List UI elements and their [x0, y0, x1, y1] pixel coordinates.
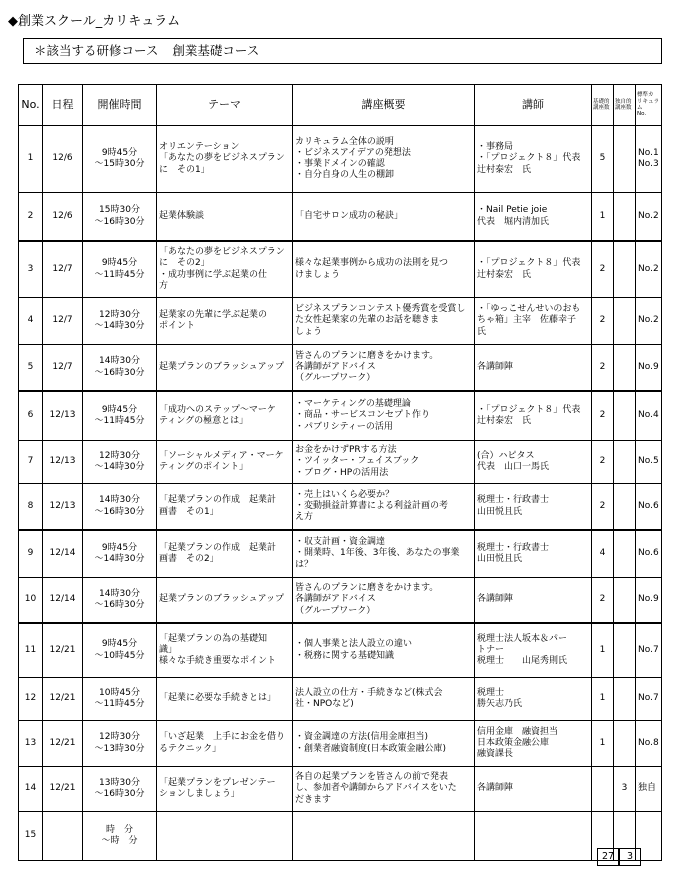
cell-summary: [293, 812, 475, 861]
cell-standard: No.1 No.3: [636, 126, 662, 193]
cell-sessions: 2: [592, 391, 614, 441]
cell-summary: 法人設立の仕方・手続きなど(株式会 社・NPOなど): [293, 678, 475, 721]
cell-date: 12/13: [43, 441, 83, 484]
cell-no: 11: [19, 623, 43, 678]
cell-practical: [614, 345, 636, 392]
cell-standard: No.9: [636, 578, 662, 624]
cell-theme: 「成功へのステップ～マーケ ティングの極意とは」: [157, 391, 293, 441]
cell-time: 時 分 ～時 分: [83, 812, 157, 861]
cell-no: 2: [19, 193, 43, 242]
cell-date: 12/13: [43, 391, 83, 441]
cell-sessions: 2: [592, 484, 614, 531]
cell-time: 9時45分 ～10時45分: [83, 623, 157, 678]
cell-lecturer: ・「プロジェクト８」代表 辻村泰宏 氏: [475, 391, 592, 441]
cell-standard: No.7: [636, 678, 662, 721]
cell-date: 12/7: [43, 298, 83, 345]
cell-sessions: 4: [592, 530, 614, 578]
cell-sessions: 2: [592, 441, 614, 484]
curriculum-table: [18, 84, 662, 861]
course-value: 創業基礎コース: [172, 43, 260, 58]
header-time: 開催時間: [83, 85, 157, 126]
cell-practical: [614, 530, 636, 578]
cell-practical: [614, 678, 636, 721]
cell-date: 12/21: [43, 767, 83, 812]
cell-practical: [614, 484, 636, 531]
cell-summary: ・収支計画・資金調達 ・開業時、1年後、3年後、あなたの事業 は？: [293, 530, 475, 578]
cell-time: 14時30分 ～16時30分: [83, 578, 157, 624]
cell-time: 12時30分 ～14時30分: [83, 298, 157, 345]
cell-practical: [614, 721, 636, 767]
cell-summary: 皆さんのプランに磨きをかけます。 各講師がアドバイス （グループワーク）: [293, 578, 475, 624]
course-box: [23, 38, 662, 64]
cell-lecturer: 税理士・行政書士 山田悦且氏: [475, 484, 592, 531]
cell-date: 12/6: [43, 193, 83, 242]
cell-date: 12/7: [43, 345, 83, 392]
cell-theme: [157, 812, 293, 861]
cell-time: 14時30分 ～16時30分: [83, 345, 157, 392]
header-summary: 講座概要: [293, 85, 475, 126]
cell-no: 7: [19, 441, 43, 484]
cell-standard: No.6: [636, 530, 662, 578]
cell-summary: 各自の起業プランを皆さんの前で発表 し、参加者や講師からアドバイスをいた だきます: [293, 767, 475, 812]
cell-lecturer: (合）ハピタス 代表 山口一馬氏: [475, 441, 592, 484]
cell-lecturer: 各講師陣: [475, 767, 592, 812]
cell-lecturer: 信用金庫 融資担当 日本政策金融公庫 融資課長: [475, 721, 592, 767]
cell-time: 12時30分 ～13時30分: [83, 721, 157, 767]
cell-practical: [614, 391, 636, 441]
cell-standard: No.4: [636, 391, 662, 441]
cell-summary: ・資金調達の方法(信用金庫担当) ・創業者融資制度(日本政策金融公庫): [293, 721, 475, 767]
cell-lecturer: ・事務局 ・「プロジェクト８」代表 辻村泰宏 氏: [475, 126, 592, 193]
table-row: [19, 241, 662, 298]
cell-date: 12/21: [43, 721, 83, 767]
cell-date: 12/13: [43, 484, 83, 531]
table-row: [19, 678, 662, 721]
cell-time: 9時45分 ～15時30分: [83, 126, 157, 193]
cell-summary: 皆さんのプランに磨きをかけます。 各講師がアドバイス （グループワーク）: [293, 345, 475, 392]
cell-sessions: 2: [592, 298, 614, 345]
cell-sessions: 2: [592, 241, 614, 298]
table-row: [19, 345, 662, 392]
cell-summary: カリキュラム全体の説明 ・ビジネスアイデアの発想法 ・事業ドメインの確認 ・自分自身の人生の棚卸: [293, 126, 475, 193]
header-theme: テーマ: [157, 85, 293, 126]
header-no: No.: [19, 85, 43, 126]
cell-summary: ビジネスプランコンテスト優秀賞を受賞し た女性起業家の先輩のお話を聴きま しょう: [293, 298, 475, 345]
cell-time: 10時45分 ～11時45分: [83, 678, 157, 721]
cell-no: 10: [19, 578, 43, 624]
cell-practical: [614, 623, 636, 678]
cell-standard: No.6: [636, 484, 662, 531]
table-row: [19, 812, 662, 861]
header-standard: 標準カ リキュラム No.: [636, 85, 662, 126]
cell-standard: No.2: [636, 241, 662, 298]
cell-no: 3: [19, 241, 43, 298]
table-row: [19, 391, 662, 441]
cell-no: 4: [19, 298, 43, 345]
table-row: [19, 721, 662, 767]
cell-practical: [614, 193, 636, 242]
cell-standard: No.8: [636, 721, 662, 767]
cell-lecturer: [475, 812, 592, 861]
cell-sessions: 2: [592, 345, 614, 392]
cell-theme: 「起業プランの為の基礎知 識」 様々な手続き重要なポイント: [157, 623, 293, 678]
cell-sessions: 1: [592, 193, 614, 242]
cell-time: 9時45分 ～11時45分: [83, 391, 157, 441]
course-label: ＊該当する研修コース: [34, 43, 159, 58]
cell-date: 12/21: [43, 623, 83, 678]
cell-practical: [614, 578, 636, 624]
cell-theme: オリエンテーション 「あなたの夢をビジネスプラン に その1」: [157, 126, 293, 193]
cell-standard: No.2: [636, 298, 662, 345]
cell-no: 1: [19, 126, 43, 193]
cell-time: 13時30分 ～16時30分: [83, 767, 157, 812]
cell-standard: 独自: [636, 767, 662, 812]
cell-theme: 起業プランのブラッシュアップ: [157, 578, 293, 624]
table-row: [19, 767, 662, 812]
cell-date: 12/14: [43, 578, 83, 624]
cell-no: 14: [19, 767, 43, 812]
cell-practical: [614, 126, 636, 193]
table-row: [19, 484, 662, 531]
cell-summary: ・個人事業と法人設立の違い ・税務に関する基礎知識: [293, 623, 475, 678]
cell-summary: お金をかけずPRする方法 ・ツイッター・フェイスブック ・ブログ・HPの活用法: [293, 441, 475, 484]
cell-summary: 様々な起業事例から成功の法則を見つ けましょう: [293, 241, 475, 298]
cell-sessions: 1: [592, 623, 614, 678]
cell-lecturer: 各講師陣: [475, 578, 592, 624]
cell-lecturer: 税理士 勝矢志乃氏: [475, 678, 592, 721]
cell-no: 13: [19, 721, 43, 767]
cell-time: 9時45分 ～14時30分: [83, 530, 157, 578]
cell-practical: [614, 241, 636, 298]
page-title: ◆創業スクール_カリキュラム: [8, 14, 181, 29]
cell-theme: 「あなたの夢をビジネスプラン に その2」 ・成功事例に学ぶ起業の仕 方: [157, 241, 293, 298]
cell-theme: 「いざ起業 上手にお金を借り るテクニック」: [157, 721, 293, 767]
cell-time: 9時45分 ～11時45分: [83, 241, 157, 298]
cell-time: 12時30分 ～14時30分: [83, 441, 157, 484]
cell-standard: No.9: [636, 345, 662, 392]
total-sessions: 27: [597, 848, 619, 866]
cell-theme: 起業プランのブラッシュアップ: [157, 345, 293, 392]
cell-no: 15: [19, 812, 43, 861]
table-row: [19, 530, 662, 578]
cell-lecturer: 税理士法人坂本＆パー トナー 税理士 山尾秀則氏: [475, 623, 592, 678]
cell-no: 12: [19, 678, 43, 721]
cell-lecturer: ・「プロジェクト８」代表 辻村泰宏 氏: [475, 241, 592, 298]
cell-theme: 起業家の先輩に学ぶ起業の ポイント: [157, 298, 293, 345]
cell-practical: [614, 298, 636, 345]
cell-no: 9: [19, 530, 43, 578]
table-row: [19, 298, 662, 345]
cell-theme: 起業体験談: [157, 193, 293, 242]
table-row: [19, 126, 662, 193]
cell-date: [43, 812, 83, 861]
header-lecturer: 講師: [475, 85, 592, 126]
cell-summary: 「自宅サロン成功の秘訣」: [293, 193, 475, 242]
cell-no: 6: [19, 391, 43, 441]
cell-standard: No.5: [636, 441, 662, 484]
cell-summary: ・売上はいくら必要か？ ・変動損益計算書による利益計画の考 え方: [293, 484, 475, 531]
cell-date: 12/14: [43, 530, 83, 578]
header-practical: 独自的 講座数: [614, 85, 636, 126]
cell-time: 14時30分 ～16時30分: [83, 484, 157, 531]
table-row: [19, 441, 662, 484]
cell-date: 12/6: [43, 126, 83, 193]
cell-standard: No.7: [636, 623, 662, 678]
cell-lecturer: ・「ゆっこせんせいのおも ちゃ箱」主宰 佐藤幸子 氏: [475, 298, 592, 345]
cell-lecturer: 各講師陣: [475, 345, 592, 392]
table-row: [19, 623, 662, 678]
cell-no: 5: [19, 345, 43, 392]
cell-theme: 「起業プランをプレゼンテー ションしましょう」: [157, 767, 293, 812]
cell-sessions: 1: [592, 721, 614, 767]
header-date: 日程: [43, 85, 83, 126]
cell-theme: 「起業プランの作成 起業計 画書 その2」: [157, 530, 293, 578]
cell-sessions: 1: [592, 678, 614, 721]
cell-theme: 「起業に必要な手続きとは」: [157, 678, 293, 721]
cell-theme: 「ソーシャルメディア・マーケ ティングのポイント」: [157, 441, 293, 484]
cell-theme: 「起業プランの作成 起業計 画書 その1」: [157, 484, 293, 531]
cell-sessions: 5: [592, 126, 614, 193]
cell-sessions: [592, 767, 614, 812]
table-header-row: [19, 85, 662, 126]
total-practical: 3: [619, 848, 641, 866]
header-sessions: 基礎的 講座数: [592, 85, 614, 126]
cell-no: 8: [19, 484, 43, 531]
cell-practical: [614, 441, 636, 484]
cell-standard: No.2: [636, 193, 662, 242]
table-row: [19, 193, 662, 242]
cell-summary: ・マーケティングの基礎理論 ・商品・サービスコンセプト作り ・パブリシティーの活用: [293, 391, 475, 441]
cell-practical: 3: [614, 767, 636, 812]
cell-date: 12/21: [43, 678, 83, 721]
cell-sessions: 2: [592, 578, 614, 624]
cell-time: 15時30分 ～16時30分: [83, 193, 157, 242]
cell-date: 12/7: [43, 241, 83, 298]
table-row: [19, 578, 662, 624]
cell-lecturer: 税理士・行政書士 山田悦且氏: [475, 530, 592, 578]
cell-lecturer: ・Nail Petie joie 代表 堀内清加氏: [475, 193, 592, 242]
